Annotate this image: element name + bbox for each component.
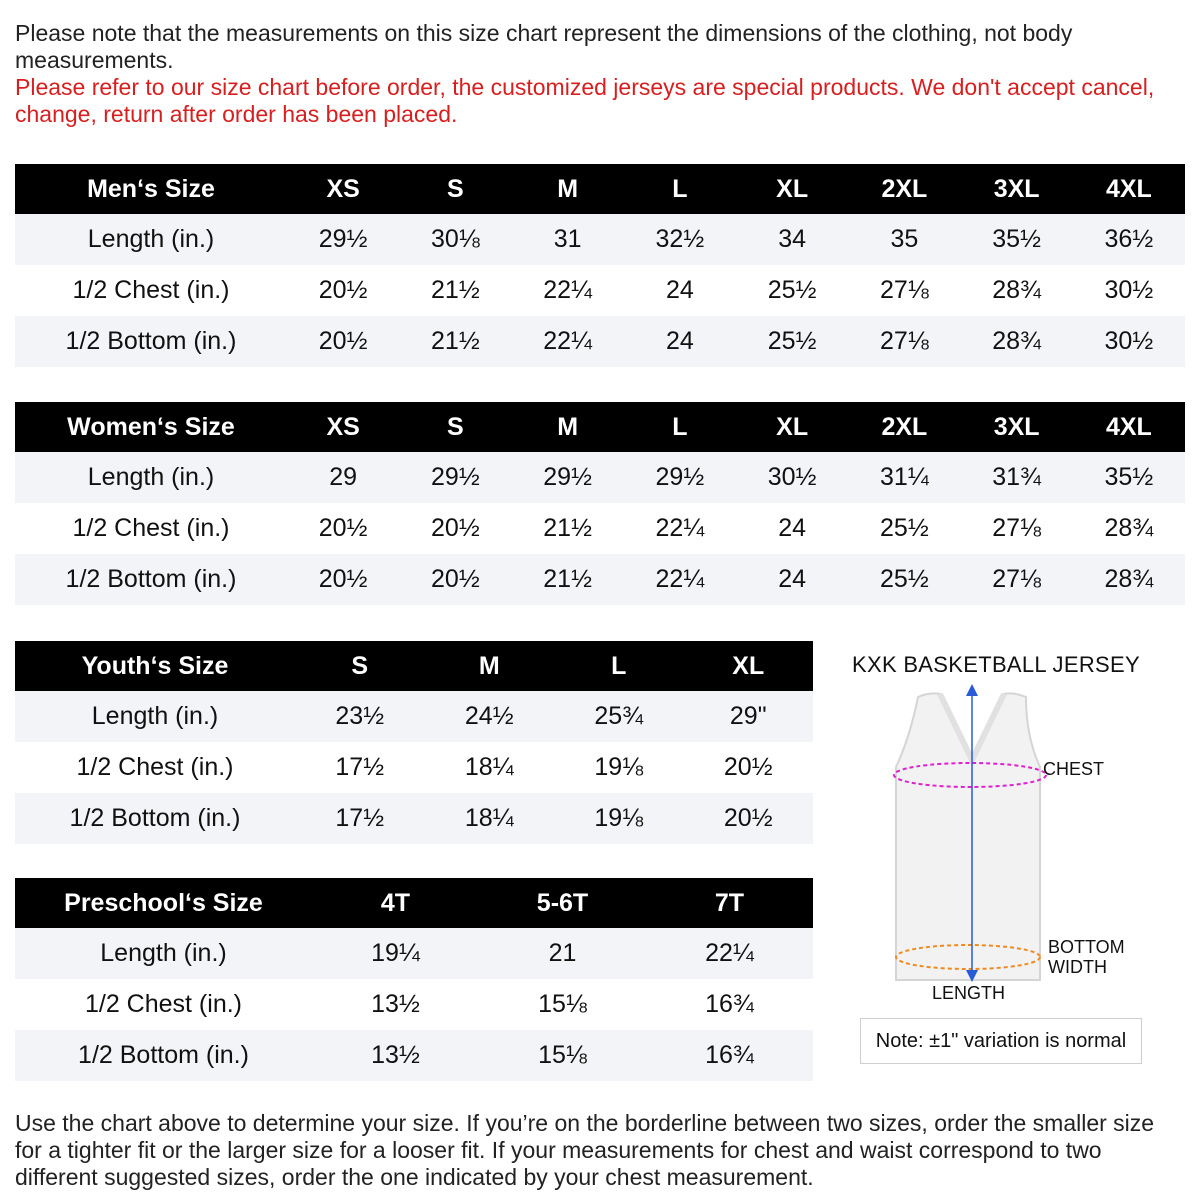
measurement-label: 1/2 Chest (in.)	[15, 265, 287, 316]
table-row	[15, 554, 1185, 605]
measurement-value: 29½	[624, 452, 736, 503]
measurement-value: 29½	[399, 452, 511, 503]
measurement-label: Length (in.)	[15, 691, 295, 742]
measurement-value: 34	[736, 214, 848, 265]
measurement-value: 18¼	[425, 742, 555, 793]
size-header: M	[512, 402, 624, 452]
size-header: M	[512, 164, 624, 214]
measurement-value: 29	[287, 452, 399, 503]
measurement-value: 25¾	[554, 691, 684, 742]
measurement-label: Length (in.)	[15, 214, 287, 265]
measurement-label: 1/2 Chest (in.)	[15, 503, 287, 554]
size-header: 2XL	[848, 164, 960, 214]
measurement-value: 27⅛	[848, 316, 960, 367]
measurement-label: Length (in.)	[15, 452, 287, 503]
size-header: XS	[287, 402, 399, 452]
measurement-value: 22¼	[646, 928, 813, 979]
size-header: XL	[684, 641, 814, 691]
table-row	[15, 691, 813, 742]
measurement-value: 31	[512, 214, 624, 265]
size-category-header: Women‘s Size	[15, 402, 287, 452]
measurement-value: 32½	[624, 214, 736, 265]
size-header: 4XL	[1073, 402, 1185, 452]
measurement-value: 20½	[684, 742, 814, 793]
measurement-value: 24	[736, 554, 848, 605]
header-row	[15, 641, 813, 691]
measurement-value: 18¼	[425, 793, 555, 844]
measurement-value: 27⅛	[961, 503, 1073, 554]
size-header: S	[295, 641, 425, 691]
measurement-value: 35	[848, 214, 960, 265]
header-row	[15, 402, 1185, 452]
bottom-label-line2: WIDTH	[1048, 957, 1107, 977]
measurement-value: 19¼	[312, 928, 479, 979]
measurement-value: 19⅛	[554, 793, 684, 844]
measurement-label: Length (in.)	[15, 928, 312, 979]
measurement-value: 17½	[295, 793, 425, 844]
measurement-value: 21	[479, 928, 646, 979]
measurement-value: 28¾	[961, 316, 1073, 367]
size-header: 7T	[646, 878, 813, 928]
size-header: L	[624, 402, 736, 452]
measurement-value: 15⅛	[479, 979, 646, 1030]
measurement-value: 25½	[848, 503, 960, 554]
header-row	[15, 878, 813, 928]
size-header: 3XL	[961, 164, 1073, 214]
measurement-value: 17½	[295, 742, 425, 793]
measurement-label: 1/2 Bottom (in.)	[15, 316, 287, 367]
table-row	[15, 979, 813, 1030]
length-label: LENGTH	[932, 983, 1006, 1003]
youth-size-table	[15, 641, 813, 844]
measurement-value: 29½	[512, 452, 624, 503]
table-row	[15, 1030, 813, 1081]
size-header: L	[554, 641, 684, 691]
preschool-size-table	[15, 878, 813, 1081]
size-header: L	[624, 164, 736, 214]
measurement-value: 35½	[1073, 452, 1185, 503]
measurement-label: 1/2 Chest (in.)	[15, 979, 312, 1030]
measurement-value: 27⅛	[848, 265, 960, 316]
measurement-value: 21½	[399, 265, 511, 316]
measurement-label: 1/2 Bottom (in.)	[15, 1030, 312, 1081]
header-row	[15, 164, 1185, 214]
no-return-warning: Please refer to our size chart before order, the customized jerseys are special products. We don't accept cancel, change, return after order has been placed.	[15, 74, 1155, 127]
measurement-value: 20½	[287, 503, 399, 554]
measurement-value: 24	[624, 316, 736, 367]
jersey-diagram-title: KXK BASKETBALL JERSEY	[852, 652, 1140, 677]
measurement-value: 28¾	[1073, 554, 1185, 605]
size-header: 4XL	[1073, 164, 1185, 214]
measurement-value: 30⅛	[399, 214, 511, 265]
measurement-value: 16¾	[646, 1030, 813, 1081]
measurement-value: 16¾	[646, 979, 813, 1030]
measurement-label: 1/2 Chest (in.)	[15, 742, 295, 793]
measurement-value: 22¼	[512, 316, 624, 367]
table-row	[15, 793, 813, 844]
clothing-dimensions-note: Please note that the measurements on this size chart represent the dimensions of the clothing, not body measurements.	[15, 20, 1073, 73]
size-header: S	[399, 402, 511, 452]
table-row	[15, 452, 1185, 503]
table-row	[15, 742, 813, 793]
size-category-header: Preschool‘s Size	[15, 878, 312, 928]
size-header: 3XL	[961, 402, 1073, 452]
chest-label: CHEST	[1043, 759, 1105, 779]
size-header: 4T	[312, 878, 479, 928]
measurement-value: 19⅛	[554, 742, 684, 793]
size-header: XS	[287, 164, 399, 214]
measurement-value: 13½	[312, 1030, 479, 1081]
measurement-value: 20½	[684, 793, 814, 844]
measurement-value: 31¼	[848, 452, 960, 503]
measurement-value: 31¾	[961, 452, 1073, 503]
bottom-label-line1: BOTTOM	[1048, 937, 1125, 957]
measurement-value: 30½	[1073, 265, 1185, 316]
size-header: S	[399, 164, 511, 214]
measurement-value: 20½	[399, 554, 511, 605]
measurement-value: 29"	[684, 691, 814, 742]
size-header: XL	[736, 164, 848, 214]
measurement-value: 30½	[736, 452, 848, 503]
measurement-value: 13½	[312, 979, 479, 1030]
measurement-value: 28¾	[961, 265, 1073, 316]
mens-size-table	[15, 164, 1185, 367]
measurement-value: 27⅛	[961, 554, 1073, 605]
measurement-value: 21½	[512, 503, 624, 554]
size-category-header: Youth‘s Size	[15, 641, 295, 691]
table-row	[15, 214, 1185, 265]
measurement-value: 20½	[287, 554, 399, 605]
measurement-value: 22¼	[624, 554, 736, 605]
measurement-value: 25½	[848, 554, 960, 605]
measurement-value: 22¼	[512, 265, 624, 316]
table-row	[15, 503, 1185, 554]
measurement-value: 23½	[295, 691, 425, 742]
table-row	[15, 265, 1185, 316]
measurement-value: 15⅛	[479, 1030, 646, 1081]
table-row	[15, 928, 813, 979]
measurement-value: 22¼	[624, 503, 736, 554]
womens-size-table	[15, 402, 1185, 605]
measurement-value: 24	[624, 265, 736, 316]
measurement-value: 21½	[399, 316, 511, 367]
measurement-value: 29½	[287, 214, 399, 265]
measurement-value: 36½	[1073, 214, 1185, 265]
size-category-header: Men‘s Size	[15, 164, 287, 214]
measurement-value: 25½	[736, 316, 848, 367]
size-header: 2XL	[848, 402, 960, 452]
table-row	[15, 316, 1185, 367]
measurement-value: 25½	[736, 265, 848, 316]
size-header: 5-6T	[479, 878, 646, 928]
jersey-diagram	[880, 682, 1070, 982]
measurement-value: 20½	[287, 265, 399, 316]
measurement-value: 30½	[1073, 316, 1185, 367]
measurement-label: 1/2 Bottom (in.)	[15, 554, 287, 605]
variation-note: Note: ±1" variation is normal	[860, 1018, 1142, 1064]
size-header: M	[425, 641, 555, 691]
size-header: XL	[736, 402, 848, 452]
measurement-value: 24½	[425, 691, 555, 742]
measurement-value: 24	[736, 503, 848, 554]
measurement-value: 35½	[961, 214, 1073, 265]
measurement-value: 20½	[399, 503, 511, 554]
measurement-label: 1/2 Bottom (in.)	[15, 793, 295, 844]
measurement-value: 21½	[512, 554, 624, 605]
bottom-width-label	[1048, 937, 1125, 977]
measurement-value: 28¾	[1073, 503, 1185, 554]
measurement-value: 20½	[287, 316, 399, 367]
jersey-shape	[896, 693, 1040, 980]
size-guidance-footer: Use the chart above to determine your size. If you’re on the borderline between two sizes, order the smaller size for a tighter fit or the larger size for a looser fit. If your measurements for chest and waist correspond to two different suggested sizes, order the one indicated by your chest measurement.	[15, 1110, 1155, 1190]
